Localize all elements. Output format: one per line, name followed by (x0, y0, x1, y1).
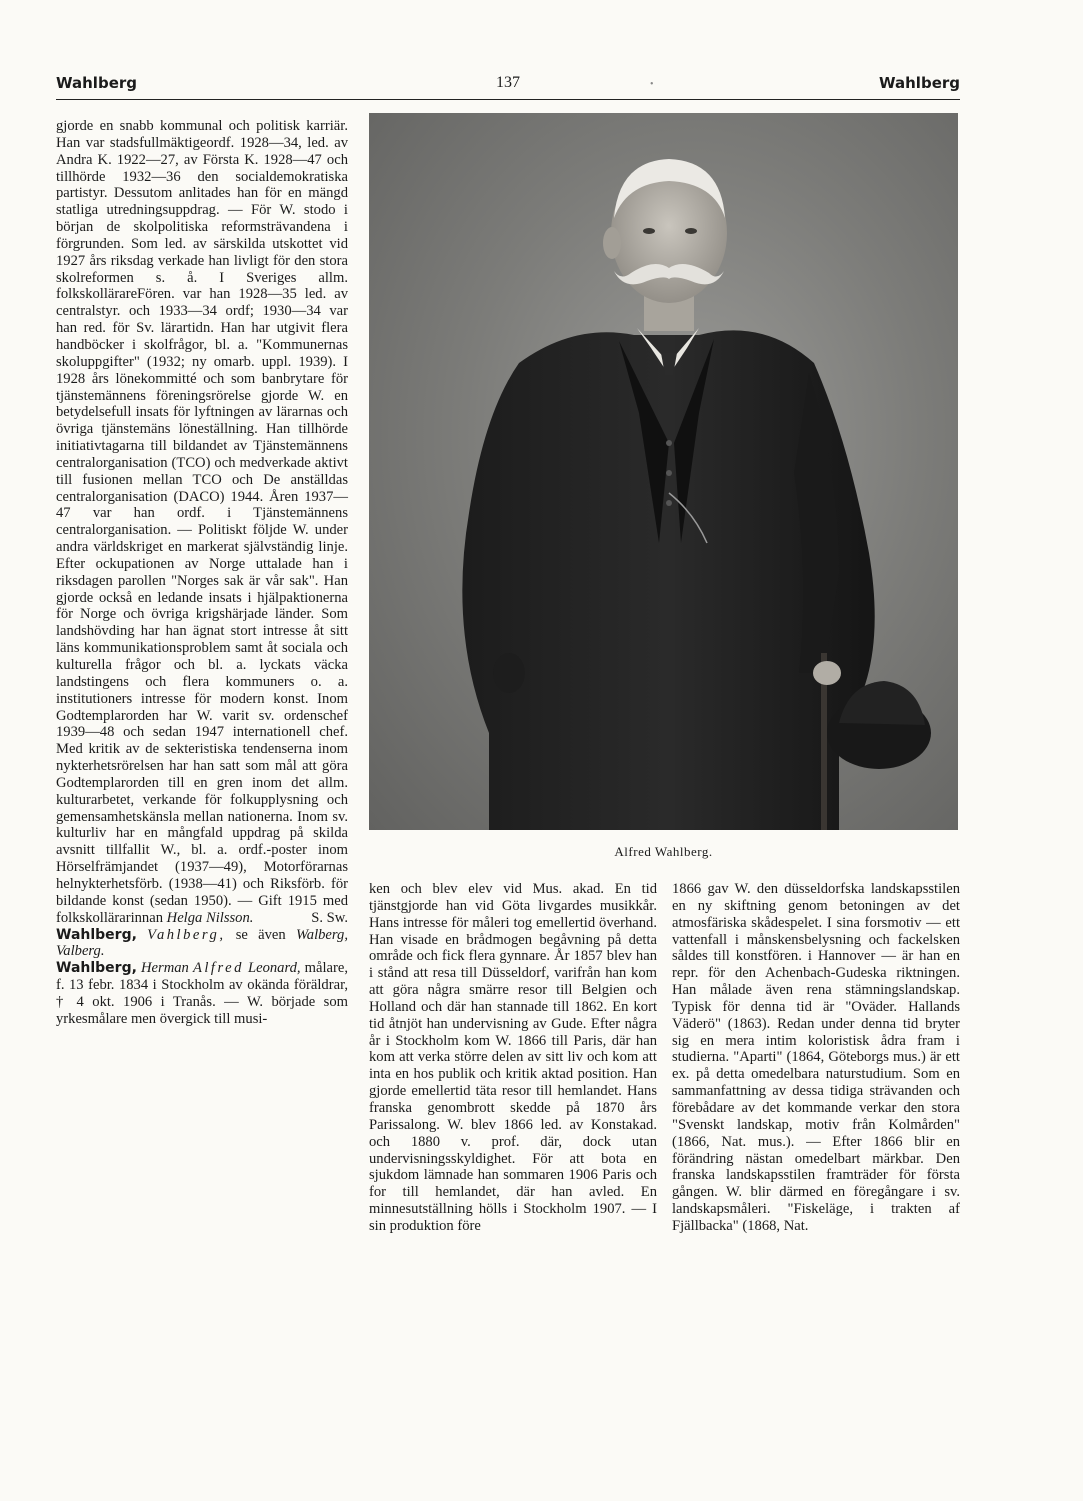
portrait-illustration (369, 113, 958, 830)
running-head (56, 72, 960, 98)
portrait-photograph (369, 113, 958, 830)
headword-variant: Vahlberg, (147, 926, 226, 943)
third-name: Leonard, (247, 960, 301, 977)
column-right (672, 881, 960, 1235)
given-name: Herman (141, 960, 189, 977)
running-head-left: Wahlberg (56, 74, 137, 92)
column-right-text: 1866 gav W. den düsseldorfska landskapsstilen en ny skiftning genom betoningen av det atmosfäriska skådespelet. I sina forsmotiv — ett vattenfall i månskensbelysning och fackelsken såldes till konstfören. i Hannover — är han en repr. för den Achenbach-Gudeska riktningen. Han målade även rena stämningslandskap. Typisk för denna tid är "Oväder. Hallands Väderö" (1863). Redan under denna tid bryter sig en mera intim koloristisk ådra fram i studierna. "Aparti" (1864, Göteborgs mus.) är ett ex. på detta omedelbara naturstudium. Som en sammanfattning av dessa tidiga strävanden och förebådare av det kommande verkar den stora "Svenskt landskap, motiv från Kolmården" (1866, Nat. mus.). — Efter 1866 blir en förändring nästan omedelbart märkbar. Den franska landskapsstilen framträder för första gången. W. blir därmed en föregångare i sv. landskapsmåleri. "Fiskeläge, i trakten af Fjällbacka" (1868, Nat. (672, 881, 960, 1234)
called-name: Alfred (192, 960, 244, 977)
author-signature: S. Sw. (311, 909, 348, 926)
print-speck: • (650, 79, 654, 90)
entry-continuation-text: gjorde en snabb kommunal och politisk karriär. Han var stadsfullmäktigeordf. 1928—34, led. av Andra K. 1922—27, av Första K. 1928—47 och tillhörde 1932—36 den socialdemokratiska partistyr. Dessutom anlitades han för en mängd statliga utredningsuppdrag. — För W. stodo i början de skolpolitiska reformsträvandena i förgrunden. Som led. av särskilda utskottet vid 1927 års riksdag verkade han livligt för den stora skolreformen s. å. I Sveriges allm. folkskollärareFören. var han 1928—35 led. av centralstyr. och 1933—34 ordf; 1930—34 var han red. för Sv. lärartidn. Han har utgivit flera handböcker i skolfrågor, bl. a. "Kommunernas skoluppgifter" (1932; ny omarb. uppl. 1939). I 1928 års lönekommitté och som banbrytare för tjänstemännens föreningsrörelse gjorde W. en betydelsefull insats för lyftningen av lärarnas och övriga tjänstemäns löneställning. Han tillhörde initiativtagarna till bildandet av Tjänstemännens centralorganisation (TCO) och medverkade aktivt till fusionen mellan TCO och De anställdas centralorganisation (DACO) 1944. Åren 1937—47 var han ordf. i Tjänstemännens centralorganisation. — Politiskt följde W. under andra världskriget en markerat självständig linje. Efter ockupationen av Norge uttalade han i riksdagen parollen "Norges sak är vår sak". Han gjorde också en ledande insats i hjälpaktionerna för Norge och övriga krigshärjade länder. Som landshövding har han ägnat stort intresse åt sitt läns kommunikationsproblem samt åt sociala och kulturella frågor och bl. a. lyckats väcka landstingens och flera kommuners o. a. institutioners intresse för modern konst. Inom Godtemplarorden har W. varit sv. ordenschef 1939—48 och sedan 1947 internationell chef. Med kritik av de sekteristiska tendenserna inom nykterhetsrörelsen har han satt som mål att göra Godtemplarorden till en gren inom det allm. kulturarbetet, verkande för folkupplysning och gemensamhetskänsla mellan nationerna. Inom sv. kulturliv har en mångfald uppdrag på skilda avsnitt tillfallit W., bl. a. ordf.-poster inom Hörselfrämjandet (1937—49), Motorförarnas helnykterhetsförb. (1938—41) och Riksförb. för bildande konst (sedan 1950). — Gift 1915 med folkskollärarinnan (56, 118, 348, 926)
running-head-right: Wahlberg (879, 74, 960, 92)
column-middle-text: ken och blev elev vid Mus. akad. En tid tjänstgjorde han vid Göta livgardes musikkår. Hans intresse för måleri tog emellertid överhand. Han visade en brådmogen begåvning på detta område och fick flera gynnare. År 1857 blev han i stånd att resa till Düsseldorf, varifrån han kom att göra några smärre resor till Belgien och Holland och där han stannade till 1862. En kort tid åtnjöt han undervisning av Gude. Efter några år i Stockholm kom W. 1866 till Paris, där han kom att verka större delen av sitt liv och kom att inta en hos publik och kritik aktad position. Han gjorde emellertid täta resor till hemlandet. Hans franska genombrott skedde på 1870 års Parissalong. W. blev 1866 led. av Konstakad. och 1880 v. prof. där, dock utan undervisningsskyldighet. För att bota en sjukdom lämnade han sommaren 1906 Paris och for till hemlandet, där han avled. En minnesutställning hölls i Stockholm 1907. — I sin produktion före (369, 881, 657, 1234)
entry-headword: Wahlberg, (56, 960, 137, 977)
cross-reference-entry (56, 927, 348, 961)
column-left (56, 118, 348, 1028)
column-middle (369, 881, 657, 1235)
page-number: 137 (496, 74, 520, 91)
entry-body-text: målare, f. 13 febr. 1834 i Stockholm av okända föräldrar, † 4 okt. 1906 i Tranås. — W. började som yrkesmålare men övergick till musi- (56, 960, 349, 1027)
entry-continuation (56, 118, 348, 927)
cross-reference-text: se även (235, 926, 286, 943)
figure-caption: Alfred Wahlberg. (614, 844, 713, 859)
entry-alfred-wahlberg (56, 960, 348, 1027)
spouse-name: Helga Nilsson. (166, 909, 254, 926)
header-rule (56, 99, 960, 100)
entry-headword: Wahlberg, (56, 926, 137, 943)
cross-reference-targets: Walberg, Valberg. (56, 926, 348, 960)
